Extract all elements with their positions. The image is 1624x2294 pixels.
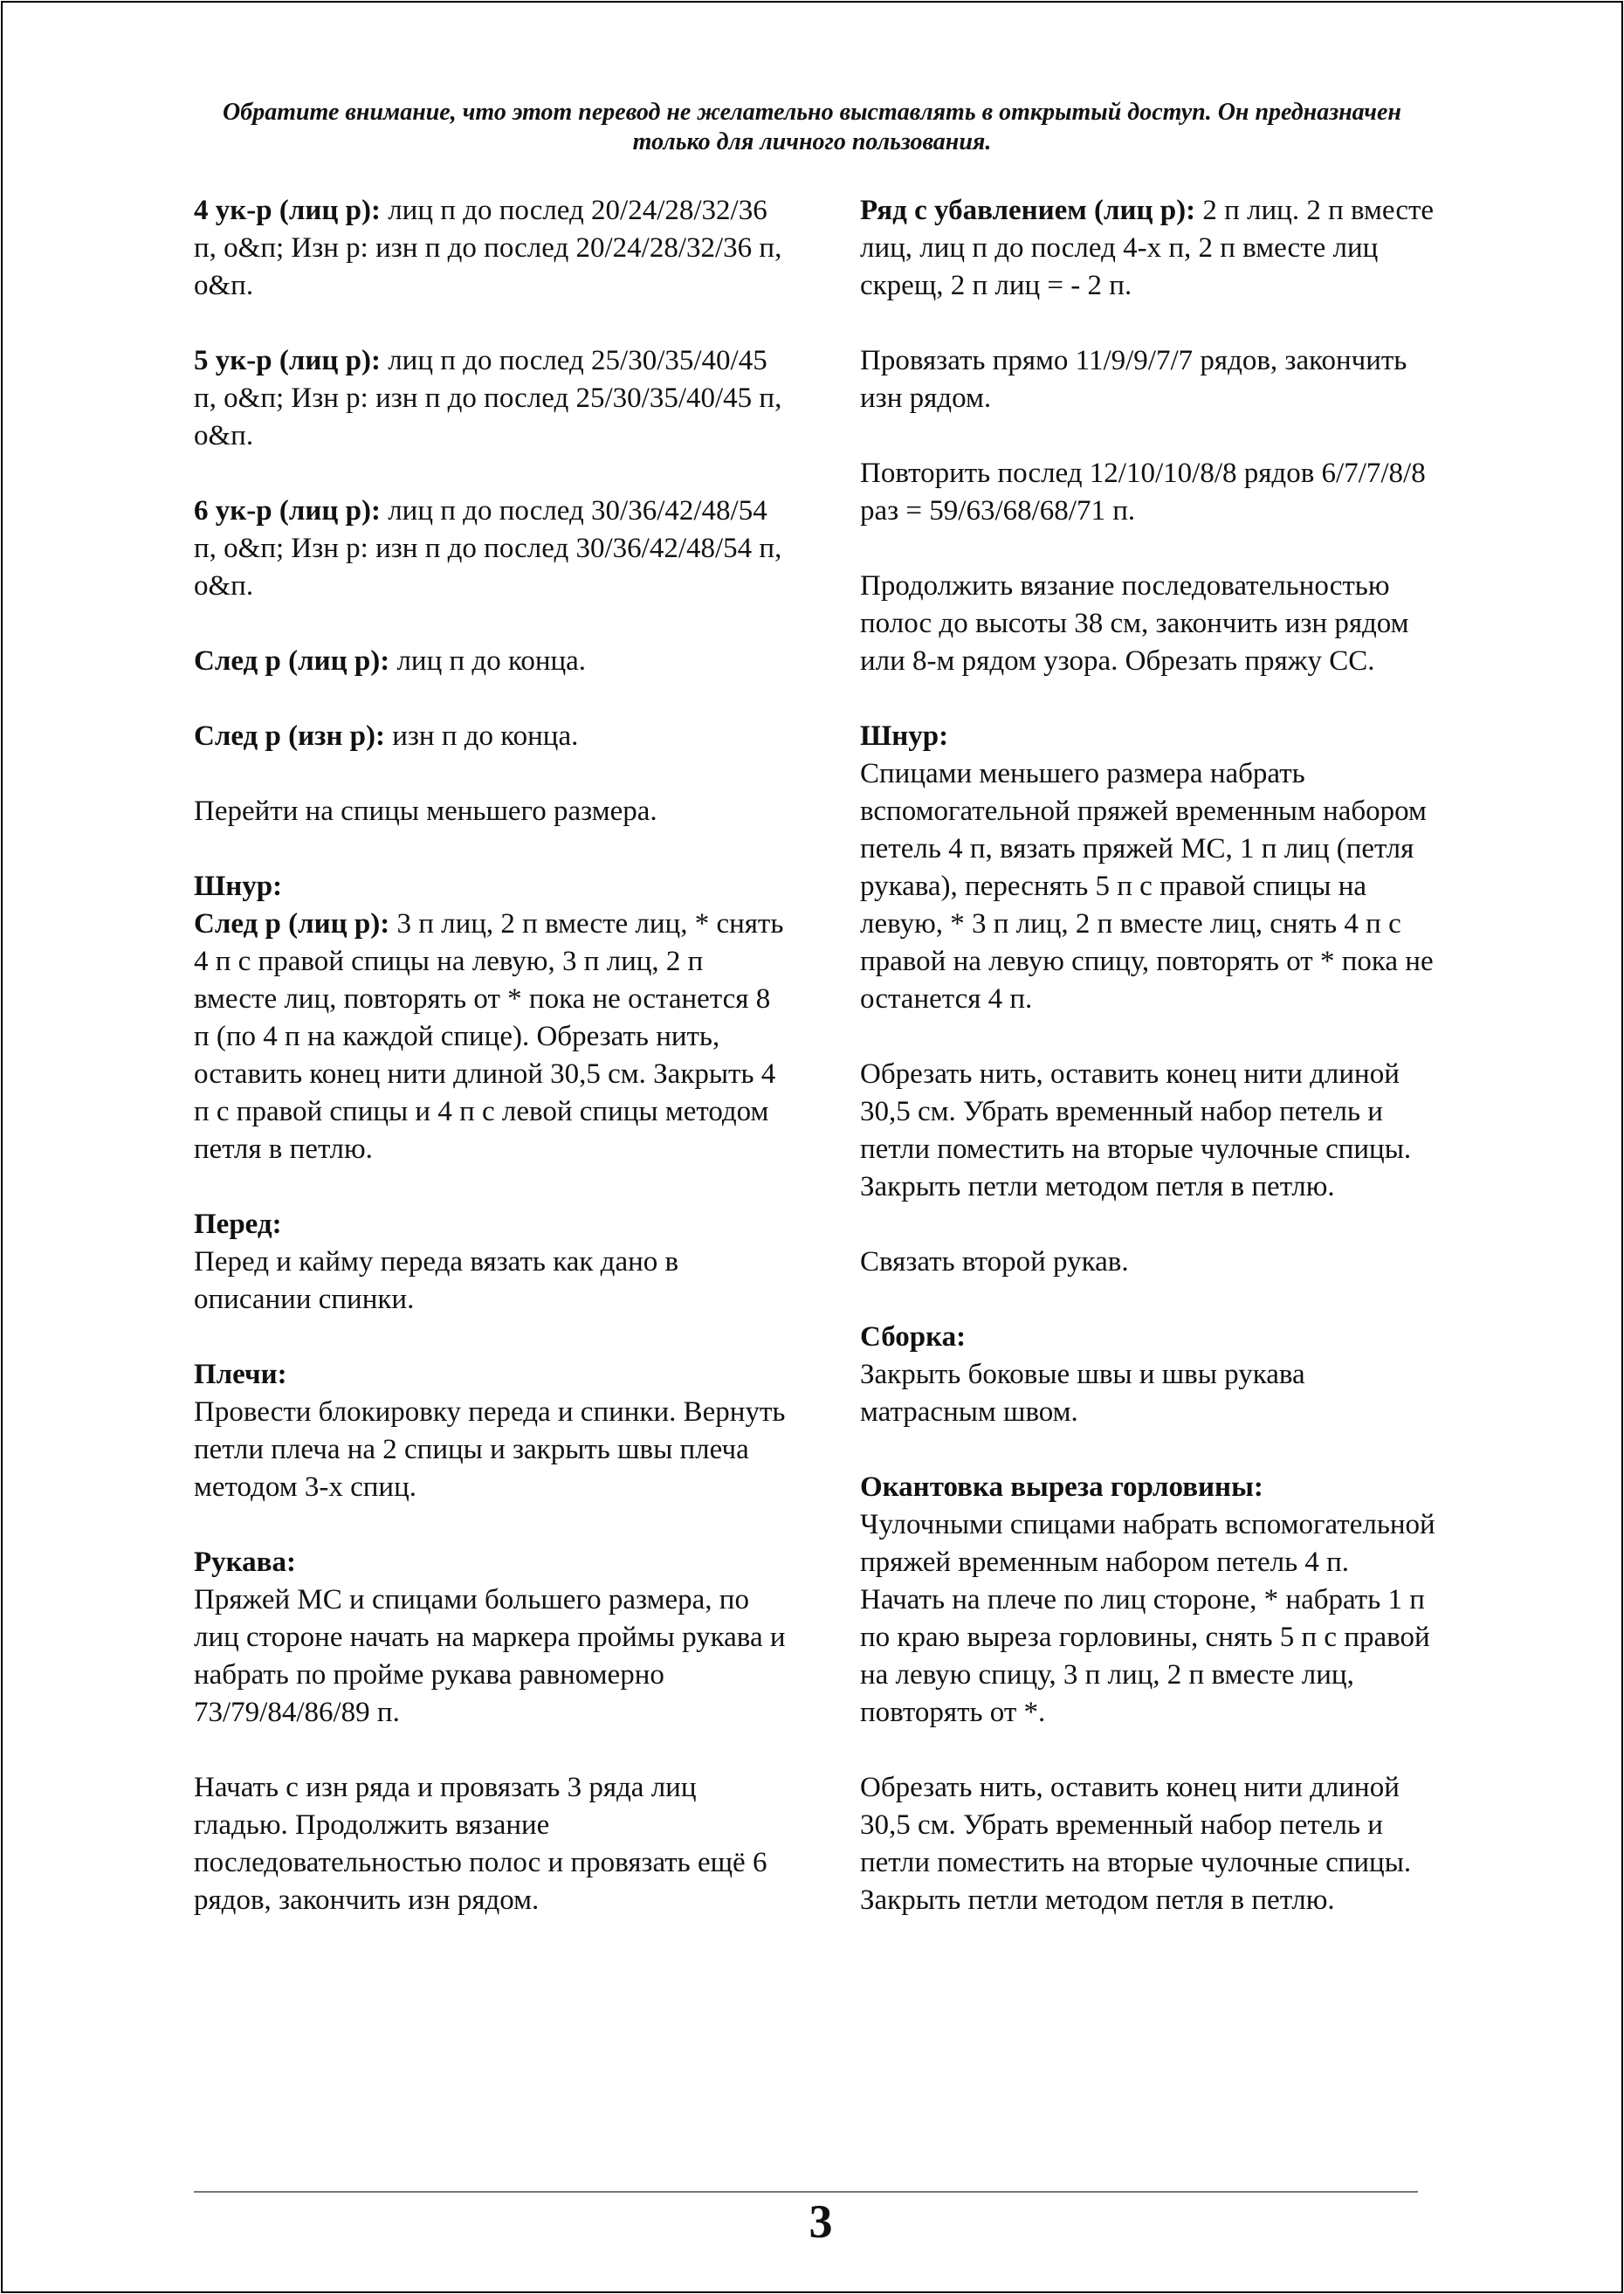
section-heading: Сборка: [860, 1321, 967, 1353]
paragraph-lead: 4 ук-р (лиц р): [194, 195, 381, 226]
translation-notice: Обратите внимание, что этот перевод не желательно выставлять в открытый доступ. Он предназначен только для личного пользования. [223, 99, 1401, 155]
paragraph-lead: Ряд с убавлением (лиц р): [860, 195, 1196, 226]
section-cord [194, 868, 788, 1168]
section-heading: Рукава: [194, 1547, 296, 1578]
section-front [194, 1206, 788, 1319]
paragraph-text: Связать второй рукав. [860, 1246, 1129, 1278]
paragraph-lead: След р (лиц р): [194, 645, 390, 677]
section-assembly [860, 1319, 1436, 1431]
paragraph-text: Пряжей МС и спицами большего размера, по лиц стороне начать на маркера проймы рукава и набрать по пройме рукава равномерно 73/79/84/86/89 п. [194, 1584, 786, 1728]
section-heading: Перед: [194, 1209, 282, 1240]
paragraph-sleeve-start [194, 1769, 788, 1919]
paragraph-text: Перед и кайму переда вязать как дано в описании спинки. [194, 1246, 679, 1315]
section-heading: Окантовка выреза горловины: [860, 1471, 1263, 1503]
paragraph-text: Чулочными спицами набрать вспомогательной пряжей временным набором петель 4 п. Начать на плече по лиц стороне, * набрать 1 п по краю выреза горловины, снять 5 п с правой на левую спицу, 3 п лиц, 2 п вместе лиц, повторять от *. [860, 1509, 1435, 1728]
paragraph-text: Обрезать нить, оставить конец нити длиной 30,5 см. Убрать временный набор петель и петли поместить на вторые чулочные спицы. Закрыть петли методом петля в петлю. [860, 1058, 1412, 1202]
paragraph-continue-stripes [860, 568, 1436, 680]
section-heading: Плечи: [194, 1359, 287, 1390]
paragraph-lead: 6 ук-р (лиц р): [194, 495, 381, 527]
paragraph-text: Повторить послед 12/10/10/8/8 рядов 6/7/7/8/8 раз = 59/63/68/68/71 п. [860, 458, 1426, 527]
section-cord-sleeve [860, 718, 1436, 1018]
paragraph-text: Продолжить вязание последовательностью полос до высоты 38 см, закончить изн рядом или 8-м рядом узора. Обрезать пряжу СС. [860, 570, 1409, 677]
paragraph-cut-yarn [860, 1056, 1436, 1206]
paragraph-text: изн п до конца. [384, 720, 579, 752]
paragraph-text: 2 п лиц. 2 п вместе лиц, лиц п до послед 4-х п, 2 п вместе лиц скрещ, 2 п лиц = - 2 п. [860, 195, 1435, 301]
paragraph-row-4 [194, 192, 788, 305]
paragraph-text: лиц п до послед 20/24/28/32/36 п, о&п; Изн р: изн п до послед 20/24/28/32/36 п, о&п. [194, 195, 782, 301]
paragraph-neckline-finish [860, 1769, 1436, 1919]
paragraph-row-5 [194, 342, 788, 455]
paragraph-row-6 [194, 493, 788, 605]
paragraph-text: Начать с изн ряда и провязать 3 ряда лиц гладью. Продолжить вязание последовательностью полос и провязать ещё 6 рядов, закончить изн рядом. [194, 1772, 767, 1916]
paragraph-repeat [860, 455, 1436, 530]
paragraph-work-straight [860, 342, 1436, 417]
paragraph-next-ws [194, 718, 788, 755]
paragraph-text: Провязать прямо 11/9/9/7/7 рядов, закончить изн рядом. [860, 345, 1407, 414]
paragraph-text: Провести блокировку переда и спинки. Вернуть петли плеча на 2 спицы и закрыть швы плеча методом 3-х спиц. [194, 1396, 786, 1503]
paragraph-text: Обрезать нить, оставить конец нити длиной 30,5 см. Убрать временный набор петель и петли поместить на вторые чулочные спицы. Закрыть петли методом петля в петлю. [860, 1772, 1412, 1916]
paragraph-text: 3 п лиц, 2 п вместе лиц, * снять 4 п с правой спицы на левую, 3 п лиц, 2 п вместе лиц, повторять от * пока не останется 8 п (по 4 п на каждой спице). Обрезать нить, оставить конец нити длиной 30,5 см. Закрыть 4 п с правой спицы и 4 п с левой спицы методом петля в петлю. [194, 908, 784, 1165]
paragraph-second-sleeve [860, 1243, 1436, 1281]
right-column [860, 192, 1436, 1919]
section-heading: Шнур: [860, 720, 949, 752]
section-sleeves [194, 1544, 788, 1732]
paragraph-text: Спицами меньшего размера набрать вспомогательной пряжей временным набором петель 4 п, вязать пряжей МС, 1 п лиц (петля рукава), переснять 5 п с правой спицы на левую, * 3 п лиц, 2 п вместе лиц, снять 4 п с правой на левую спицу, повторять от * пока не останется 4 п. [860, 758, 1434, 1015]
paragraph-switch-needles [194, 793, 788, 830]
paragraph-text: лиц п до послед 25/30/35/40/45 п, о&п; Изн р: изн п до послед 25/30/35/40/45 п, о&п. [194, 345, 782, 451]
paragraph-text: Закрыть боковые швы и швы рукава матрасным швом. [860, 1359, 1305, 1428]
paragraph-text: лиц п до послед 30/36/42/48/54 п, о&п; Изн р: изн п до послед 30/36/42/48/54 п, о&п. [194, 495, 782, 602]
paragraph-text: лиц п до конца. [389, 645, 587, 677]
section-neckline [860, 1469, 1436, 1732]
section-heading: Шнур: [194, 871, 283, 902]
paragraph-lead: След р (лиц р): [194, 908, 390, 940]
left-column [194, 192, 788, 1919]
section-shoulders [194, 1356, 788, 1506]
footer-divider [194, 2191, 1418, 2193]
paragraph-text: Перейти на спицы меньшего размера. [194, 796, 657, 827]
page-number: 3 [809, 2195, 833, 2248]
paragraph-lead: 5 ук-р (лиц р): [194, 345, 381, 376]
paragraph-lead: След р (изн р): [194, 720, 385, 752]
paragraph-next-rs [194, 643, 788, 680]
paragraph-decrease-row [860, 192, 1436, 305]
